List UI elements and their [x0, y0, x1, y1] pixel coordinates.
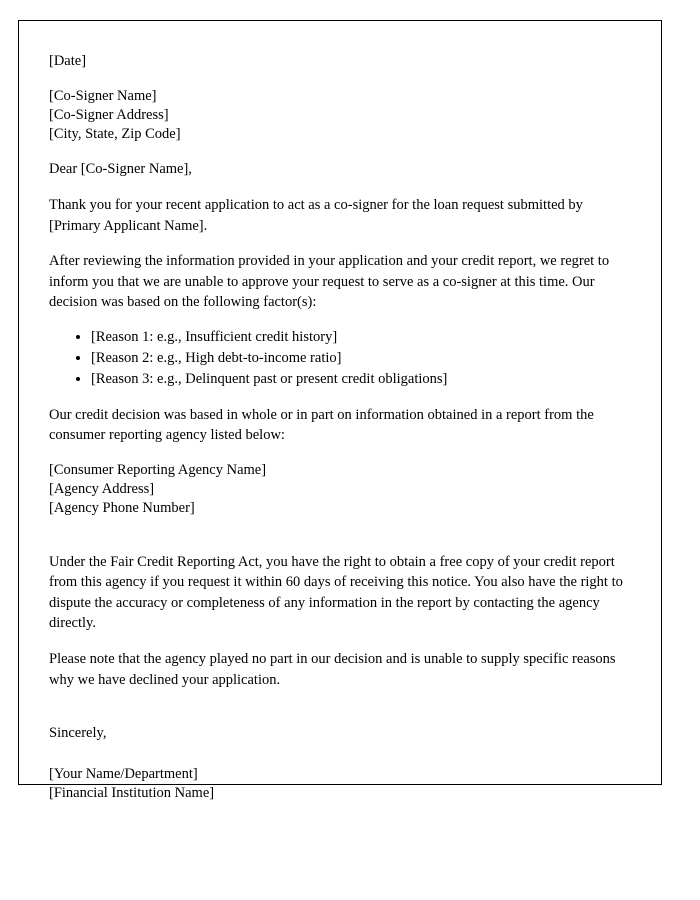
letter-body: [19, 21, 661, 803]
reasons-list: [49, 328, 625, 390]
agency-address-block: [49, 461, 625, 519]
recipient-city-state-zip: [City, State, Zip Code]: [49, 126, 181, 143]
paragraph-credit-report-source: Our credit decision was based in whole or in part on information obtained in a report from the consumer reporting agency listed below:: [49, 406, 594, 444]
recipient-name: [Co-Signer Name]: [49, 87, 157, 104]
paragraph-fcra-rights: Under the Fair Credit Reporting Act, you have the right to obtain a free copy of your credit report from this agency if you request it within 60 days of receiving this notice. You also have the right to dispute the accuracy or completeness of any information in the report by contacting the agency directly.: [49, 553, 623, 632]
paragraph-intro: Thank you for your recent application to act as a co-signer for the loan request submitted by [Primary Applicant Name].: [49, 197, 583, 234]
block-spacer: [49, 534, 625, 552]
paragraph-decision: After reviewing the information provided in your application and your credit report, we regret to inform you that we are unable to approve your request to serve as a co-signer at this time. Our decision was based on the following factor(s):: [49, 253, 610, 311]
closing: Sincerely,: [49, 725, 107, 742]
date-line: [Date]: [49, 53, 87, 69]
list-item: • [Reason 1: e.g., Insufficient credit history]: [91, 328, 625, 347]
institution-name: [Financial Institution Name]: [49, 785, 215, 802]
signature-block: [49, 765, 625, 804]
agency-name: [Consumer Reporting Agency Name]: [49, 461, 267, 478]
paragraph-agency-disclaimer: Please note that the agency played no part in our decision and is unable to supply specific reasons why we have declined your application.: [49, 651, 616, 688]
recipient-address: [Co-Signer Address]: [49, 106, 169, 123]
signer-name: [Your Name/Department]: [49, 765, 198, 782]
closing-spacer: [49, 705, 625, 723]
list-item: • [Reason 3: e.g., Delinquent past or present credit obligations]: [91, 370, 625, 389]
document-page: [18, 20, 662, 802]
recipient-address-block: [49, 87, 625, 145]
list-item: • [Reason 2: e.g., High debt-to-income ratio]: [91, 349, 625, 368]
salutation: Dear [Co-Signer Name],: [49, 161, 192, 178]
agency-phone: [Agency Phone Number]: [49, 500, 195, 517]
agency-address: [Agency Address]: [49, 481, 155, 498]
